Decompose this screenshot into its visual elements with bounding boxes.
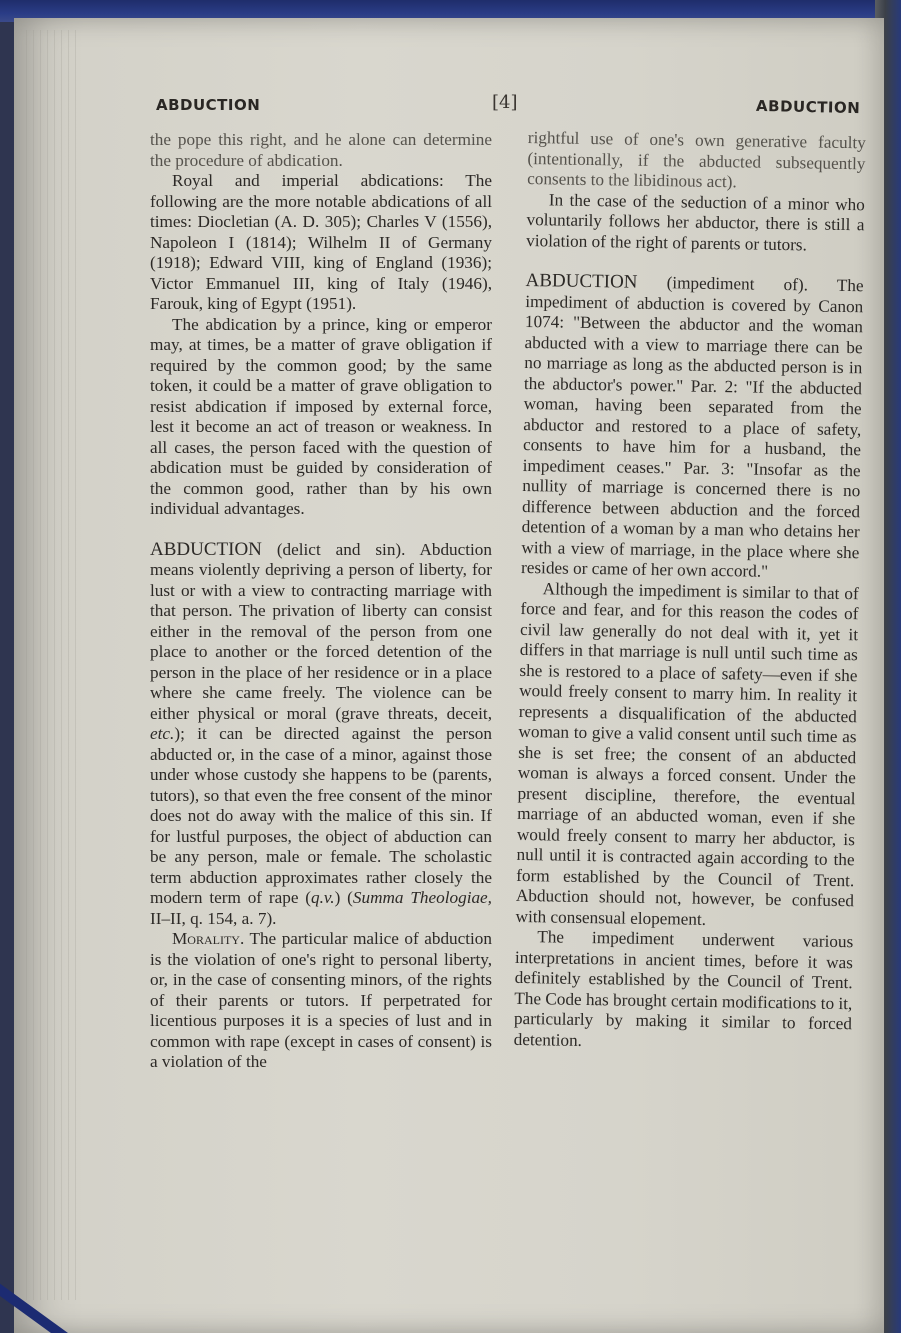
left-column [150, 130, 492, 1073]
section-heading: Morality. [172, 929, 245, 948]
entry-text: ); it can be directed against the person abducted or, in the case of a minor, against those under whose custody she happens to be (parents, tutors), so that even the free consent of the minor does not do away with the malice of this sin. If for lustful purposes, the object of abduction can be any person, male or female. The scholastic term abduction approximates rather closely the modern term of rape ( [150, 724, 492, 907]
entry-text: Abduction means violently depriving a person of liberty, for lust or with a view to contracting marriage with that person. The privation of liberty can consist either in the removal of the person from one place to another or the forced detention of the person in the place of her residence or in a place where she came freely. The violence can be either physical or moral (grave threats, deceit, [150, 539, 492, 723]
running-header [0, 92, 901, 118]
entry-text: ) ( [334, 888, 353, 907]
paragraph [150, 929, 492, 1073]
italic-term: etc. [150, 724, 175, 743]
page-stack-edges [26, 30, 76, 1300]
paragraph-text: The particular malice of abduction is the violation of one's right to personal liberty, or, in the case of consenting minors, of the rights of their parents or tutors. If perpetrated for licentious purposes it is a species of lust and in common with rape (except in cases of consent) is a violation of the [150, 929, 492, 1071]
paragraph: rightful use of one's own generative faculty (intentionally, if the abducted subsequently consents to the libidinous act). [527, 128, 866, 192]
paragraph: In the case of the seduction of a minor who voluntarily follows her abductor, there is still a violation of the right of parents or tutors. [526, 189, 865, 254]
italic-title: Summa Theologiae, [352, 888, 492, 907]
header-left-title: ABDUCTION [156, 96, 261, 114]
entry-heading: ABDUCTION [150, 538, 262, 560]
paragraph: The impediment underwent various interpretations in ancient times, before it was definitely established by the Council of Trent. The Code has brought certain modifications to it, particularly by making it similar to forced detention. [513, 927, 854, 1050]
entry-paragraph [150, 540, 492, 930]
italic-term: q.v. [311, 888, 335, 907]
paragraph: The abdication by a prince, king or emperor may, at times, be a matter of grave obligation if required by the common good; by the same token, it could be a matter of grave obligation to resist abdication if imposed by external force, lest it become an act of treason or weakness. In all cases, the person faced with the question of abdication must be guided by consideration of the common good, rather than by his own individual advantages. [150, 314, 492, 518]
entry-subheading: (delict and sin). [276, 539, 406, 559]
paragraph: Although the impediment is similar to that of force and fear, and for this reason the codes of civil law generally do not deal with it, yet it differs in that marriage is null until such time as she is restored to a place of safety—even if she would freely consent to marry him. In reality it represents a disqualification of the abducted woman to give a valid consent until such time as she is set free; the consent of an abducted woman is always a forced consent. Under the present discipline, therefore, the eventual marriage of an abducted woman, even if she would freely consent to marry her abductor, is null until it is contracted again according to the form established by the Council of Trent. Abduction should not, however, be confused with consensual elopement. [515, 578, 859, 929]
right-column [514, 128, 866, 1055]
paragraph: the pope this right, and he alone can determine the procedure of abdication. [150, 130, 492, 170]
page-number: [4] [492, 92, 518, 113]
entry-text: (impediment of). The impediment of abduction is covered by Canon 1074: "Between the abductor and the woman abducted with a view to marriage there can be no marriage as long as the abducted person is in the abductor's power." Par. 2: "If the abducted woman, having been separated from the abductor and restored to a place of safety, consents to have him for a husband, the impediment ceases." Par. 3: "Insofar as the nullity of marriage is concerned there is no difference between abduction and the forced detention of a woman by a man who detains her with a view of marriage, in the place where she resides or came of her own accord." [520, 272, 864, 581]
entry-paragraph [521, 271, 864, 584]
paragraph-gap [150, 520, 492, 540]
entry-text: II–II, q. 154, a. 7). [150, 908, 277, 928]
paragraph: Royal and imperial abdications: The following are the more notable abdications of all times: Diocletian (A. D. 305); Charles V (1556), Napoleon I (1814); Wilhelm II of Germany (1918); Edward VIII, king of England (1936); Victor Emmanuel III, king of Italy (1946), Farouk, king of Egypt (1951). [150, 171, 492, 313]
header-right-title: ABDUCTION [755, 96, 861, 118]
entry-heading: ABDUCTION [525, 269, 638, 293]
